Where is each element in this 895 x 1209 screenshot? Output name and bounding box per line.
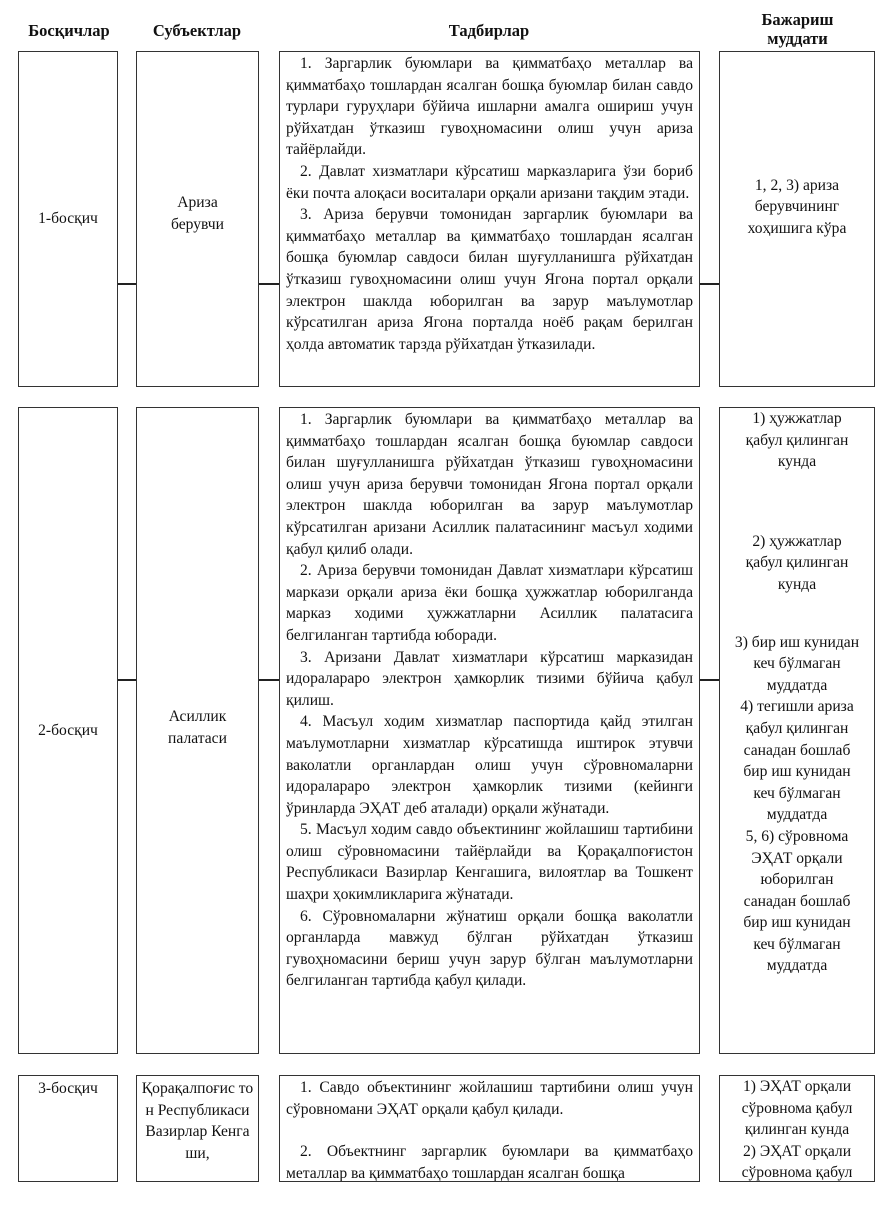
deadline-item: 2) ҳужжатлар қабул қилинган кунда xyxy=(745,532,849,593)
stage-3-label: 3-босқич xyxy=(38,1080,98,1097)
deadline-item: 5, 6) сўровнома ЭҲАТ орқали юборилган санадан бошлаб бир иш кунидан кеч бўлмаган муддатда xyxy=(743,827,851,975)
action-item: 4. Масъул ходим хизматлар паспортида қайд этилган маълумотларни хизматлар кўрсатишда иштирок этувчи ваколатли органлардан олиш учун сўровномаларни идоралараро электрон ҳамкорлик тизими (кейинги ўринларда ЭҲАТ деб аталади) орқали жўнатади. xyxy=(286,713,693,817)
action-item: 2. Объектнинг заргарлик буюмлари ва қимматбаҳо металлар ва қимматбаҳо тошлардан ясалган бошқа xyxy=(286,1143,693,1182)
stage-2-box xyxy=(18,407,118,1054)
header-actions: Тадбирлар xyxy=(448,21,530,40)
deadline-item: 4) тегишли ариза қабул қилинган санадан бошлаб бир иш кунидан кеч бўлмаган муддатда xyxy=(740,698,854,824)
actions-1-box xyxy=(279,51,700,387)
stage-3-box xyxy=(18,1075,118,1182)
stage-2-label: 2-босқич xyxy=(38,721,98,739)
header-stages: Босқичлар xyxy=(28,21,110,40)
action-item: 1. Савдо объектининг жойлашиш тартибини олиш учун сўровномани ЭҲАТ орқали қабул қилади. xyxy=(286,1079,693,1118)
action-item: 3. Аризани Давлат хизматлари кўрсатиш марказидан идоралараро электрон ҳамкорлик тизими бўйича қабул қилиш. xyxy=(286,648,693,709)
action-item: 6. Сўровномаларни жўнатиш орқали бошқа ваколатли органларда мавжуд бўлган рўйхатдан ўтказиш гувоҳномасини бериш учун зарур бўлган маълумотларни белгиланган тартибда қабул қилади. xyxy=(286,907,693,990)
action-item: 5. Масъул ходим савдо объектининг жойлашиш тартибини олиш сўровномасини тайёрлайди ва Қорақалпоғистон Республикаси Вазирлар Кенгашига, вилоятлар ва Тошкент шаҳри ҳокимликларига жўнатади. xyxy=(286,821,693,904)
connector-line xyxy=(259,283,279,285)
connector-line xyxy=(700,283,719,285)
actions-2-box xyxy=(279,407,700,1054)
stage-1-label: 1-босқич xyxy=(38,210,98,228)
connector-line xyxy=(700,679,719,681)
deadline-item: 2) ЭҲАТ орқали сўровнома қабул xyxy=(741,1142,853,1182)
deadline-item: 1, 2, 3) ариза берувчининг хоҳишига кўра xyxy=(747,176,847,237)
deadline-1-box xyxy=(719,51,875,387)
deadline-3-box xyxy=(719,1075,875,1182)
subject-2-label: Асиллик палатаси xyxy=(168,707,227,747)
connector-line xyxy=(259,679,279,681)
connector-line xyxy=(118,679,136,681)
action-item: 3. Ариза берувчи томонидан заргарлик буюмлари ва қимматбаҳо металлар ва қимматбаҳо тошлардан ясалган бошқа буюмлар савдоси билан шуғулланишга рўйхатдан ўтказиш гувоҳномасини олиш учун Ягона портал орқали электрон шаклда юборилган ва зарур маълумотлар кўрсатилган ариза Ягона порталда ноёб рақам берилган ҳолда автоматик тарзда рўйхатдан ўтказилади. xyxy=(286,206,693,353)
action-item: 2. Давлат хизматлари кўрсатиш марказларига ўзи бориб ёки почта алоқаси воситалари орқали аризани тақдим этади. xyxy=(286,162,693,202)
subject-3-label: Қорақалпоғис тон Республикаси Вазирлар Кенгаши, xyxy=(141,1080,254,1162)
header-deadline: Бажариш муддати xyxy=(761,10,834,48)
action-item: 1. Заргарлик буюмлари ва қимматбаҳо металлар ва қимматбаҳо тошлардан ясалган бошқа буюмлар савдоси билан шуғулланишга рўйхатдан ўтказиш гувоҳномасини олиш учун ариза берувчи томонидан Ягона портал орқали электрон шаклда юборилган ва зарур маълумотлар кўрсатилган аризани Асиллик палатасининг масъул ходими қабул қилиб олади. xyxy=(286,411,693,558)
actions-3-box xyxy=(279,1075,700,1182)
subject-1-label: Ариза берувчи xyxy=(171,194,224,233)
deadline-2-box xyxy=(719,407,875,1054)
deadline-item: 3) бир иш кунидан кеч бўлмаган муддатда xyxy=(734,633,860,694)
subject-3-box xyxy=(136,1075,259,1182)
deadline-item: 1) ҳужжатлар қабул қилинган кунда xyxy=(745,410,849,471)
action-item: 2. Ариза берувчи томонидан Давлат хизматлари кўрсатиш маркази орқали ариза ёки бошқа ҳужжатлар юборилганда марказ ходими ҳужжатларни Асиллик палатасига белгиланган тартибда юборади. xyxy=(286,562,693,644)
subject-1-box xyxy=(136,51,259,387)
action-item: 1. Заргарлик буюмлари ва қимматбаҳо металлар ва қимматбаҳо тошлардан ясалган бошқа буюмлар билан савдо турлари гуруҳлари бўйича ишларни амалга ошириш учун рўйхатдан ўтказиш гувоҳномасини олиш учун ариза тайёрлайди. xyxy=(286,55,693,159)
connector-line xyxy=(118,283,136,285)
subject-2-box xyxy=(136,407,259,1054)
header-subjects: Субъектлар xyxy=(152,21,242,40)
stage-1-box xyxy=(18,51,118,387)
deadline-item: 1) ЭҲАТ орқали сўровнома қабул қилинган кунда xyxy=(741,1078,853,1139)
